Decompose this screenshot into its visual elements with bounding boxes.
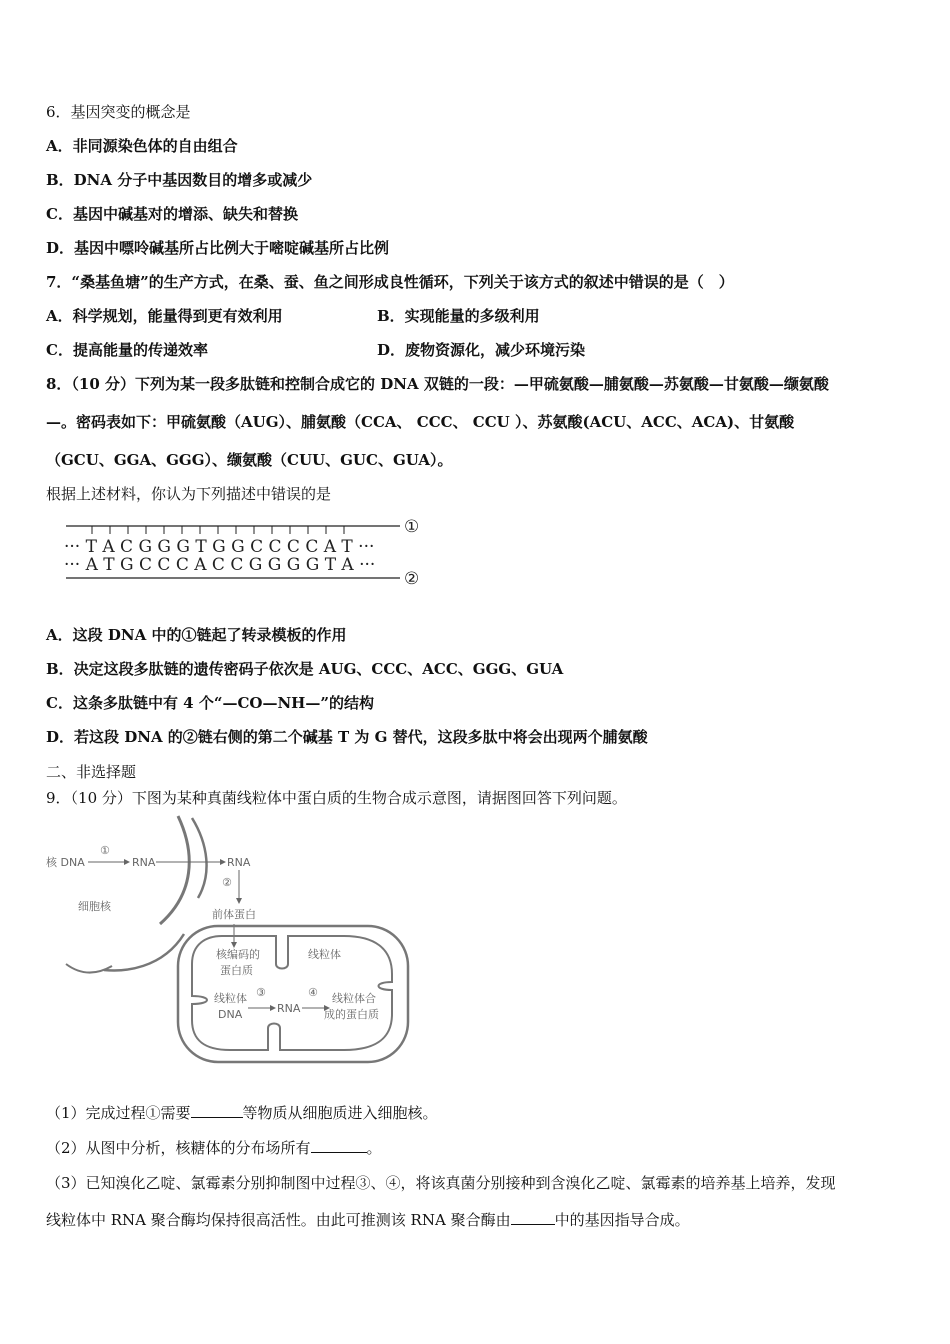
dna-strand-2: ··· A T G C C C A C C G G G G T A ··· [64, 555, 376, 575]
q7-option-d: D．废物资源化，减少环境污染 [377, 341, 586, 359]
nuclear-encoded-label-1: 核编码的 [216, 948, 260, 961]
q8-stem-line3: （GCU、GGA、GGG）、缬氨酸（CUU、GUC、GUA）。 [46, 451, 453, 469]
answer-blank-2[interactable] [311, 1138, 367, 1153]
mt-dna-label-1: 线粒体 [214, 992, 247, 1005]
q6-option-c: C．基因中碱基对的增添、缺失和替换 [46, 205, 298, 223]
dna-strand-1: ··· T A C G G G T G G C C C C A T ··· [64, 537, 375, 557]
q7-option-a: A．科学规划，能量得到更有效利用 [46, 307, 283, 325]
q8-option-b: B．决定这段多肽链的遗传密码子依次是 AUG、CCC、ACC、GGG、GUA [46, 660, 564, 678]
answer-blank-1[interactable] [191, 1103, 243, 1118]
q9-sub3-text-b: 中的基因指导合成。 [554, 1211, 690, 1229]
q7-option-c: C．提高能量的传递效率 [46, 341, 208, 359]
step-4-label: ④ [308, 986, 318, 999]
precursor-protein-label: 前体蛋白 [212, 908, 256, 921]
q9-sub1-text-b: 等物质从细胞质进入细胞核。 [242, 1104, 438, 1122]
q8-stem-line1: 8．（10 分）下列为某一段多肽链和控制合成它的 DNA 双链的一段：—甲硫氨酸—脯氨酸—苏氨酸—甘氨酸—缬氨酸 [46, 375, 829, 393]
q9-sub3-text-a: 线粒体中 RNA 聚合酶均保持很高活性。由此可推测该 RNA 聚合酶由 [46, 1211, 511, 1229]
rna-label-3: RNA [277, 1002, 301, 1015]
strand-label-1: ① [404, 517, 420, 537]
q9-sub3-line1: （3）已知溴化乙啶、氯霉素分别抑制图中过程③、④，将该真菌分别接种到含溴化乙啶、氯霉素的培养基上培养，发现 [46, 1174, 836, 1192]
rna-label-1: RNA [132, 856, 156, 869]
mitochondria-protein-synthesis-figure [44, 814, 424, 1074]
q8-stem-line4: 根据上述材料，你认为下列描述中错误的是 [46, 485, 332, 503]
step-3-label: ③ [256, 986, 266, 999]
q8-option-c: C．这条多肽链中有 4 个“—CO—NH—”的结构 [46, 694, 374, 712]
mt-dna-label-2: DNA [218, 1008, 243, 1021]
q9-sub3-line2 [46, 1210, 690, 1230]
nuclear-dna-label: 核 DNA [46, 856, 85, 869]
step-2-label: ② [222, 876, 232, 889]
nucleus-label: 细胞核 [78, 900, 111, 913]
step-1-label: ① [100, 844, 110, 857]
q9-sub2-text-b: 。 [366, 1139, 382, 1157]
q6-option-d: D．基因中嘌呤碱基所占比例大于嘧啶碱基所占比例 [46, 239, 390, 257]
q9-sub1-text-a: （1）完成过程①需要 [46, 1104, 191, 1122]
dna-double-strand-figure [60, 512, 440, 592]
answer-blank-3[interactable] [511, 1210, 555, 1225]
q8-stem-line2: —。密码表如下：甲硫氨酸（AUG）、脯氨酸（CCA、 CCC、 CCU ）、苏氨酸(ACU、ACC、ACA)、甘氨酸 [46, 413, 795, 431]
q8-option-a: A．这段 DNA 中的①链起了转录模板的作用 [46, 626, 347, 644]
q7-option-b: B．实现能量的多级利用 [377, 307, 540, 325]
section-title: 二、非选择题 [46, 763, 137, 781]
mt-protein-label-1: 线粒体合 [332, 992, 376, 1005]
q9-sub2 [46, 1138, 382, 1158]
q6-option-b: B．DNA 分子中基因数目的增多或减少 [46, 171, 313, 189]
q9-sub2-text-a: （2）从图中分析，核糖体的分布场所有 [46, 1139, 311, 1157]
q8-option-d: D．若这段 DNA 的②链右侧的第二个碱基 T 为 G 替代，这段多肽中将会出现两个脯氨酸 [46, 728, 648, 746]
mt-protein-label-2: 成的蛋白质 [324, 1008, 379, 1021]
q7-stem: 7．“桑基鱼塘”的生产方式，在桑、蚕、鱼之间形成良性循环，下列关于该方式的叙述中错误的是（ ） [46, 273, 734, 291]
q6-stem: 6．基因突变的概念是 [46, 103, 191, 121]
mitochondrion-label: 线粒体 [308, 948, 341, 961]
q6-option-a: A．非同源染色体的自由组合 [46, 137, 238, 155]
strand-label-2: ② [404, 569, 420, 589]
nuclear-encoded-label-2: 蛋白质 [220, 964, 253, 977]
q9-sub1 [46, 1103, 438, 1123]
rna-label-2: RNA [227, 856, 251, 869]
q9-stem: 9．（10 分）下图为某种真菌线粒体中蛋白质的生物合成示意图，请据图回答下列问题。 [46, 789, 627, 807]
